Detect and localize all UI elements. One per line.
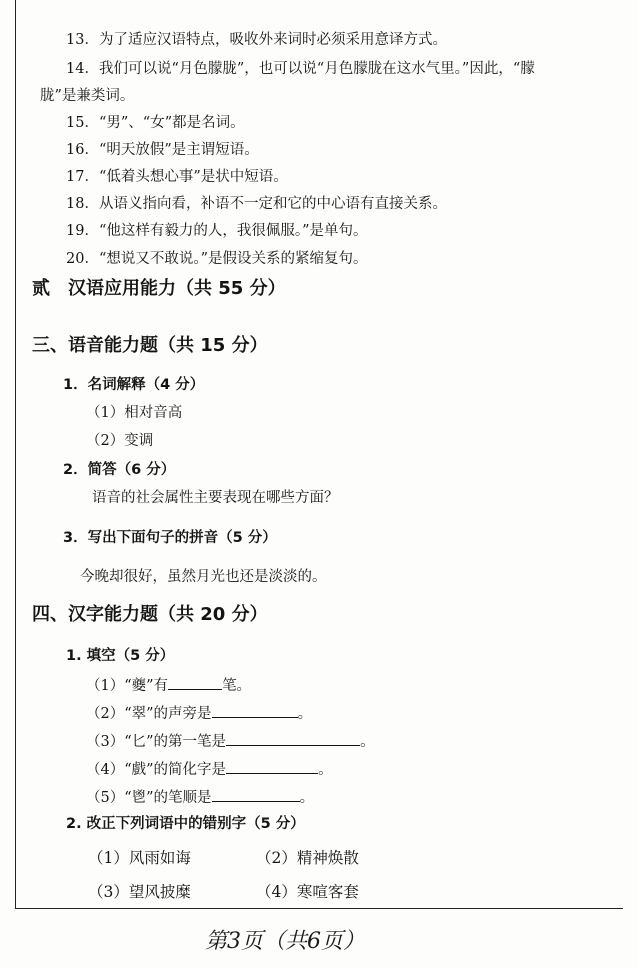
typo-word-4: （4）寒喧客套 — [256, 883, 359, 901]
handwritten-page-number: 第3页（共6页） — [205, 929, 365, 954]
statement-15: 15．“男”、“女”都是名词。 — [66, 115, 245, 131]
phonetics-q1-item-2: （2）变调 — [86, 433, 154, 449]
section-four-title: 四、汉字能力题（共 20 分） — [32, 604, 268, 625]
phonetics-q2-text: 语音的社会属性主要表现在哪些方面？ — [92, 490, 339, 506]
fill-blank-3-prompt: （3）“匕”的第一笔是 — [86, 734, 227, 750]
statement-20: 20．“想说又不敢说。”是假设关系的紧缩复句。 — [66, 251, 368, 267]
statement-14-continued: 胧”是兼类词。 — [40, 88, 135, 104]
typo-word-2: （2）精神焕散 — [256, 849, 359, 867]
answer-blank-4[interactable] — [226, 759, 318, 774]
fill-blank-2 — [86, 703, 312, 723]
fill-blank-1-end: 笔。 — [222, 678, 252, 694]
fill-blank-2-prompt: （2）“翠”的声旁是 — [86, 706, 212, 722]
statement-17: 17．“低着头想心事”是状中短语。 — [66, 169, 288, 185]
fill-blank-5-prompt: （5）“鬯”的笔顺是 — [86, 790, 212, 806]
answer-blank-1[interactable] — [168, 675, 222, 690]
phonetics-q1-item-1: （1）相对音高 — [86, 405, 183, 421]
fill-blank-2-end: 。 — [297, 706, 313, 722]
answer-blank-2[interactable] — [212, 703, 298, 718]
statement-13: 13．为了适应汉语特点，吸收外来词时必须采用意译方式。 — [66, 32, 447, 48]
fill-blank-4-prompt: （4）“戲”的简化字是 — [86, 762, 227, 778]
page-border-bottom — [15, 908, 623, 909]
fill-blank-3 — [86, 731, 375, 751]
typo-word-3: （3）望风披糜 — [88, 883, 191, 901]
fill-blank-5 — [86, 787, 314, 807]
statement-16: 16．“明天放假”是主谓短语。 — [66, 142, 259, 158]
fill-blank-5-end: 。 — [299, 790, 315, 806]
section-three-title: 三、语音能力题（共 15 分） — [32, 335, 268, 356]
statement-14: 14．我们可以说“月色朦胧”，也可以说“月色朦胧在这水气里。”因此，“朦 — [66, 61, 535, 77]
phonetics-q3: 3．写出下面句子的拼音（5 分） — [63, 530, 277, 546]
characters-q1: 1. 填空（5 分） — [66, 648, 175, 664]
fill-blank-4 — [86, 759, 333, 779]
typo-word-1: （1）风雨如诲 — [88, 849, 191, 867]
fill-blank-4-end: 。 — [318, 762, 333, 778]
page-border-left — [15, 0, 16, 908]
fill-blank-1 — [86, 675, 251, 695]
answer-blank-3[interactable] — [226, 731, 360, 746]
characters-q2: 2. 改正下列词语中的错别字（5 分） — [66, 816, 305, 832]
phonetics-q2: 2．简答（6 分） — [63, 462, 176, 478]
statement-19: 19．“他这样有毅力的人，我很佩服。”是单句。 — [66, 223, 368, 239]
statement-18: 18．从语义指向看，补语不一定和它的中心语有直接关系。 — [66, 196, 447, 212]
fill-blank-3-end: 。 — [360, 734, 375, 750]
phonetics-q3-sentence: 今晚却很好，虽然月光也还是淡淡的。 — [80, 569, 327, 585]
fill-blank-1-prompt: （1）“夔”有 — [86, 678, 169, 694]
part-two-heading: 贰 汉语应用能力（共 55 分） — [32, 278, 286, 299]
answer-blank-5[interactable] — [212, 787, 300, 802]
phonetics-q1: 1．名词解释（4 分） — [63, 377, 205, 393]
